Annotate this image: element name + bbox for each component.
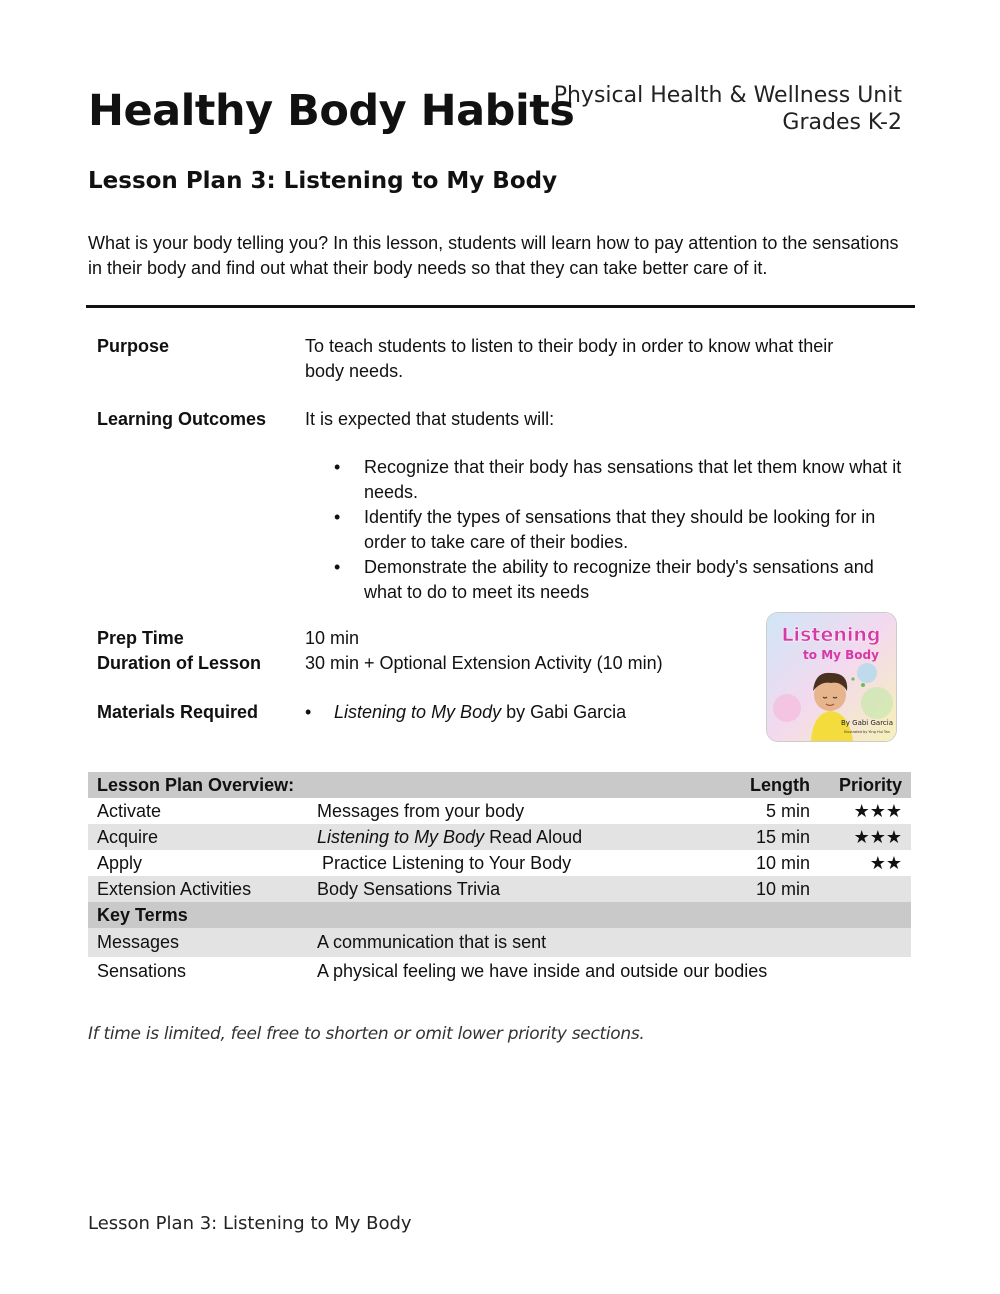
- overview-header-label: Lesson Plan Overview:: [97, 775, 295, 795]
- list-item: • Identify the types of sensations that they should be looking for in order to take care of their bodies.: [305, 505, 905, 555]
- section-name: Activate: [97, 801, 162, 821]
- term-definition: A communication that is sent: [317, 932, 547, 952]
- table-row: [88, 824, 911, 850]
- cover-illustrator: Illustrated by Ying Hui Tan: [844, 730, 890, 734]
- priority-stars: ★★★: [853, 827, 902, 847]
- lesson-overview-table: [88, 772, 911, 986]
- book-cover-illustration: [767, 613, 896, 741]
- activity-name: Messages from your body: [317, 801, 525, 821]
- table-row: [88, 957, 911, 986]
- document-title: Healthy Body Habits: [88, 86, 575, 136]
- activity-suffix: Read Aloud: [484, 827, 583, 847]
- unit-name: Physical Health & Wellness Unit: [553, 83, 902, 108]
- duration-value: 30 min + Optional Extension Activity (10 min): [305, 653, 663, 673]
- purpose-label: Purpose: [97, 336, 170, 356]
- table-row: [88, 928, 911, 957]
- term-definition: A physical feeling we have inside and outside our bodies: [317, 961, 768, 981]
- activity-length: 10 min: [755, 879, 810, 899]
- table-row: [88, 850, 911, 876]
- priority-header: Priority: [838, 775, 902, 795]
- activity-name: Body Sensations Trivia: [317, 879, 501, 899]
- intro-paragraph: What is your body telling you? In this lesson, students will learn how to pay attention to the sensations in their body and find out what their body needs so that they can take better care of it.: [88, 233, 899, 278]
- priority-stars: ★★: [869, 853, 902, 873]
- prep-time-value: 10 min: [305, 628, 360, 648]
- purpose-text: To teach students to listen to their body in order to know what their body needs.: [305, 336, 834, 381]
- key-terms-header-row: [88, 902, 911, 928]
- duration-label: Duration of Lesson: [97, 653, 262, 673]
- outcomes-lead: It is expected that students will:: [305, 409, 555, 429]
- materials-item: [334, 700, 626, 725]
- prep-time-label: Prep Time: [97, 628, 184, 648]
- book-title: Listening to My Body: [334, 702, 502, 722]
- outcomes-label: Learning Outcomes: [97, 409, 267, 429]
- section-name: Acquire: [97, 827, 159, 847]
- activity-length: 5 min: [765, 801, 810, 821]
- outcomes-list: [305, 455, 905, 605]
- book-cover-image: [766, 612, 897, 742]
- activity-name: [317, 824, 582, 850]
- grade-level: Grades K-2: [782, 110, 902, 135]
- materials-label: Materials Required: [97, 702, 259, 722]
- section-divider: [86, 305, 915, 308]
- cover-title-line1: Listening: [781, 624, 881, 646]
- page-footer: Lesson Plan 3: Listening to My Body: [88, 1213, 412, 1234]
- term-name: Messages: [97, 932, 180, 952]
- section-name: Extension Activities: [97, 879, 252, 899]
- unit-info: [554, 82, 902, 136]
- activity-length: 15 min: [755, 827, 810, 847]
- table-row: [88, 798, 911, 824]
- section-name: Apply: [97, 853, 143, 873]
- length-header: Length: [750, 775, 810, 795]
- activity-name: Practice Listening to Your Body: [317, 853, 572, 873]
- cover-author: By Gabi Garcia: [840, 719, 894, 727]
- list-item: • Demonstrate the ability to recognize their body's sensations and what to do to meet its needs: [305, 555, 905, 605]
- key-terms-label: Key Terms: [97, 905, 188, 925]
- priority-stars: ★★★: [853, 801, 902, 821]
- time-note: If time is limited, feel free to shorten or omit lower priority sections.: [88, 1024, 645, 1044]
- table-header-row: [88, 772, 911, 798]
- table-row: [88, 876, 911, 902]
- cover-title-line2: to My Body: [803, 648, 879, 662]
- book-title: Listening to My Body: [317, 827, 485, 847]
- term-name: Sensations: [97, 961, 187, 981]
- lesson-title: Lesson Plan 3: Listening to My Body: [88, 168, 558, 194]
- materials-bullet: •: [305, 702, 312, 722]
- list-item: • Recognize that their body has sensations that let them know what it needs.: [305, 455, 905, 505]
- activity-length: 10 min: [755, 853, 810, 873]
- book-author: by Gabi Garcia: [501, 702, 627, 722]
